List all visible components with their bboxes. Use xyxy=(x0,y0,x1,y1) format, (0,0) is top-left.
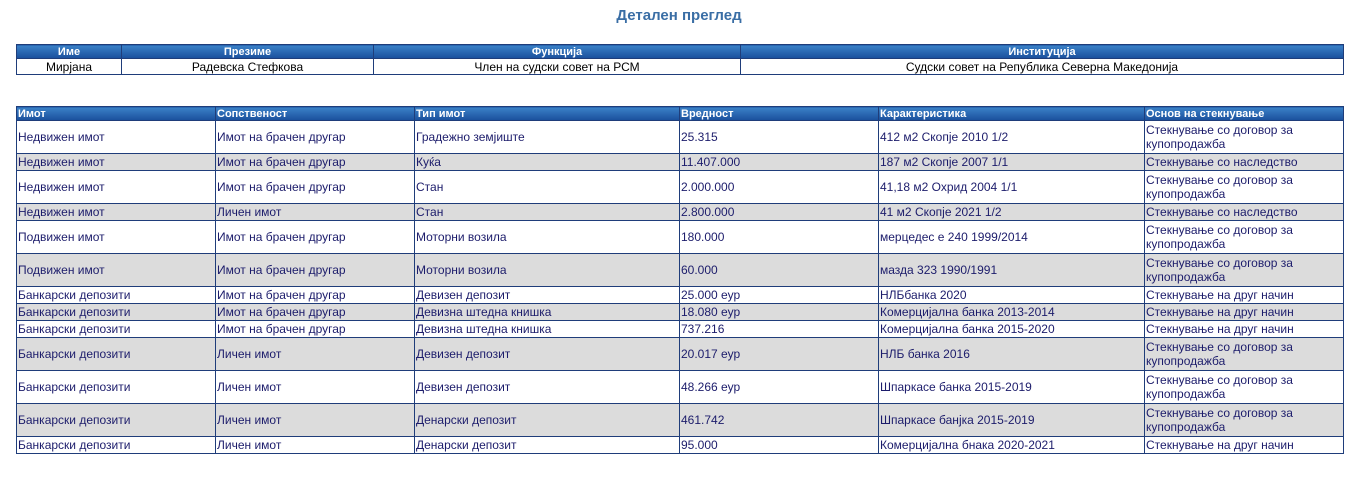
header-acquisition-basis: Основ на стекнување xyxy=(1145,107,1344,121)
cell-ownership: Личен имот xyxy=(216,404,415,437)
cell-characteristic: НЛБ банка 2016 xyxy=(879,338,1145,371)
assets-table xyxy=(16,106,1344,454)
table-row xyxy=(17,154,1344,171)
cell-characteristic: Комерцијална банка 2015-2020 xyxy=(879,321,1145,338)
official-row xyxy=(17,59,1344,75)
table-row xyxy=(17,371,1344,404)
table-row xyxy=(17,204,1344,221)
official-header-row xyxy=(17,45,1344,59)
cell-property-type: Девизен депозит xyxy=(415,338,680,371)
cell-characteristic: Шпаркасе банка 2015-2019 xyxy=(879,371,1145,404)
cell-property-type: Моторни возила xyxy=(415,254,680,287)
cell-acquisition-basis: Стекнување на друг начин xyxy=(1145,437,1344,454)
cell-last-name: Радевска Стефкова xyxy=(122,59,374,75)
cell-characteristic: 41,18 м2 Охрид 2004 1/1 xyxy=(879,171,1145,204)
cell-value: 25.315 xyxy=(680,121,879,154)
cell-acquisition-basis: Стекнување со договор за купопродажба xyxy=(1145,338,1344,371)
header-property: Имот xyxy=(17,107,216,121)
cell-acquisition-basis: Стекнување на друг начин xyxy=(1145,287,1344,304)
cell-property: Банкарски депозити xyxy=(17,371,216,404)
cell-ownership: Имот на брачен другар xyxy=(216,171,415,204)
cell-value: 48.266 еур xyxy=(680,371,879,404)
cell-value: 2.000.000 xyxy=(680,171,879,204)
cell-value: 60.000 xyxy=(680,254,879,287)
cell-property-type: Стан xyxy=(415,204,680,221)
cell-value: 737.216 xyxy=(680,321,879,338)
cell-characteristic: мерцедес е 240 1999/2014 xyxy=(879,221,1145,254)
table-row xyxy=(17,221,1344,254)
cell-acquisition-basis: Стекнување со договор за купопродажба xyxy=(1145,371,1344,404)
cell-ownership: Имот на брачен другар xyxy=(216,254,415,287)
table-row xyxy=(17,338,1344,371)
cell-acquisition-basis: Стекнување со наследство xyxy=(1145,154,1344,171)
cell-property: Недвижен имот xyxy=(17,121,216,154)
cell-property: Банкарски депозити xyxy=(17,338,216,371)
header-function: Функција xyxy=(374,45,741,59)
header-ownership: Сопственост xyxy=(216,107,415,121)
cell-acquisition-basis: Стекнување со договор за купопродажба xyxy=(1145,221,1344,254)
cell-ownership: Имот на брачен другар xyxy=(216,321,415,338)
cell-property: Недвижен имот xyxy=(17,171,216,204)
cell-ownership: Личен имот xyxy=(216,338,415,371)
table-row xyxy=(17,121,1344,154)
cell-first-name: Мирјана xyxy=(17,59,122,75)
cell-property: Подвижен имот xyxy=(17,221,216,254)
cell-ownership: Личен имот xyxy=(216,204,415,221)
cell-property-type: Денарски депозит xyxy=(415,404,680,437)
cell-characteristic: Комерцијална банка 2013-2014 xyxy=(879,304,1145,321)
cell-ownership: Личен имот xyxy=(216,371,415,404)
cell-characteristic: Шпаркасе банјка 2015-2019 xyxy=(879,404,1145,437)
cell-property-type: Девизен депозит xyxy=(415,371,680,404)
cell-value: 25.000 еур xyxy=(680,287,879,304)
cell-value: 20.017 еур xyxy=(680,338,879,371)
cell-function: Член на судски совет на РСМ xyxy=(374,59,741,75)
cell-acquisition-basis: Стекнување со наследство xyxy=(1145,204,1344,221)
cell-value: 461.742 xyxy=(680,404,879,437)
header-characteristic: Карактеристика xyxy=(879,107,1145,121)
cell-property-type: Стан xyxy=(415,171,680,204)
cell-characteristic: мазда 323 1990/1991 xyxy=(879,254,1145,287)
cell-value: 95.000 xyxy=(680,437,879,454)
cell-ownership: Имот на брачен другар xyxy=(216,304,415,321)
cell-acquisition-basis: Стекнување со договор за купопродажба xyxy=(1145,121,1344,154)
table-row xyxy=(17,171,1344,204)
cell-institution: Судски совет на Република Северна Македонија xyxy=(741,59,1344,75)
header-last-name: Презиме xyxy=(122,45,374,59)
cell-value: 18.080 еур xyxy=(680,304,879,321)
cell-value: 2.800.000 xyxy=(680,204,879,221)
cell-property: Банкарски депозити xyxy=(17,321,216,338)
header-first-name: Име xyxy=(17,45,122,59)
cell-value: 180.000 xyxy=(680,221,879,254)
table-row xyxy=(17,304,1344,321)
table-row xyxy=(17,254,1344,287)
cell-property-type: Градежно земјиште xyxy=(415,121,680,154)
cell-property: Подвижен имот xyxy=(17,254,216,287)
cell-acquisition-basis: Стекнување на друг начин xyxy=(1145,321,1344,338)
cell-property: Банкарски депозити xyxy=(17,437,216,454)
cell-ownership: Имот на брачен другар xyxy=(216,287,415,304)
cell-acquisition-basis: Стекнување со договор за купопродажба xyxy=(1145,254,1344,287)
assets-body xyxy=(17,121,1344,454)
cell-ownership: Личен имот xyxy=(216,437,415,454)
table-row xyxy=(17,404,1344,437)
cell-property: Банкарски депозити xyxy=(17,287,216,304)
cell-property-type: Куќа xyxy=(415,154,680,171)
cell-property: Недвижен имот xyxy=(17,154,216,171)
table-row xyxy=(17,321,1344,338)
cell-ownership: Имот на брачен другар xyxy=(216,221,415,254)
cell-property: Банкарски депозити xyxy=(17,304,216,321)
assets-header-row xyxy=(17,107,1344,121)
cell-property-type: Девизна штедна книшка xyxy=(415,321,680,338)
header-value: Вредност xyxy=(680,107,879,121)
cell-property-type: Девизна штедна книшка xyxy=(415,304,680,321)
page-title: Детален преглед xyxy=(616,7,742,24)
cell-property: Банкарски депозити xyxy=(17,404,216,437)
cell-property-type: Девизен депозит xyxy=(415,287,680,304)
cell-property: Недвижен имот xyxy=(17,204,216,221)
cell-characteristic: Комерцијална бнака 2020-2021 xyxy=(879,437,1145,454)
cell-acquisition-basis: Стекнување со договор за купопродажба xyxy=(1145,404,1344,437)
cell-characteristic: 412 м2 Скопје 2010 1/2 xyxy=(879,121,1145,154)
cell-characteristic: 41 м2 Скопје 2021 1/2 xyxy=(879,204,1145,221)
table-row xyxy=(17,287,1344,304)
header-institution: Институција xyxy=(741,45,1344,59)
cell-characteristic: 187 м2 Скопје 2007 1/1 xyxy=(879,154,1145,171)
cell-characteristic: НЛБбанка 2020 xyxy=(879,287,1145,304)
cell-property-type: Денарски депозит xyxy=(415,437,680,454)
cell-value: 11.407.000 xyxy=(680,154,879,171)
cell-ownership: Имот на брачен другар xyxy=(216,121,415,154)
official-table xyxy=(16,44,1344,75)
cell-acquisition-basis: Стекнување на друг начин xyxy=(1145,304,1344,321)
cell-acquisition-basis: Стекнување со договор за купопродажба xyxy=(1145,171,1344,204)
cell-ownership: Имот на брачен другар xyxy=(216,154,415,171)
header-property-type: Тип имот xyxy=(415,107,680,121)
table-row xyxy=(17,437,1344,454)
cell-property-type: Моторни возила xyxy=(415,221,680,254)
